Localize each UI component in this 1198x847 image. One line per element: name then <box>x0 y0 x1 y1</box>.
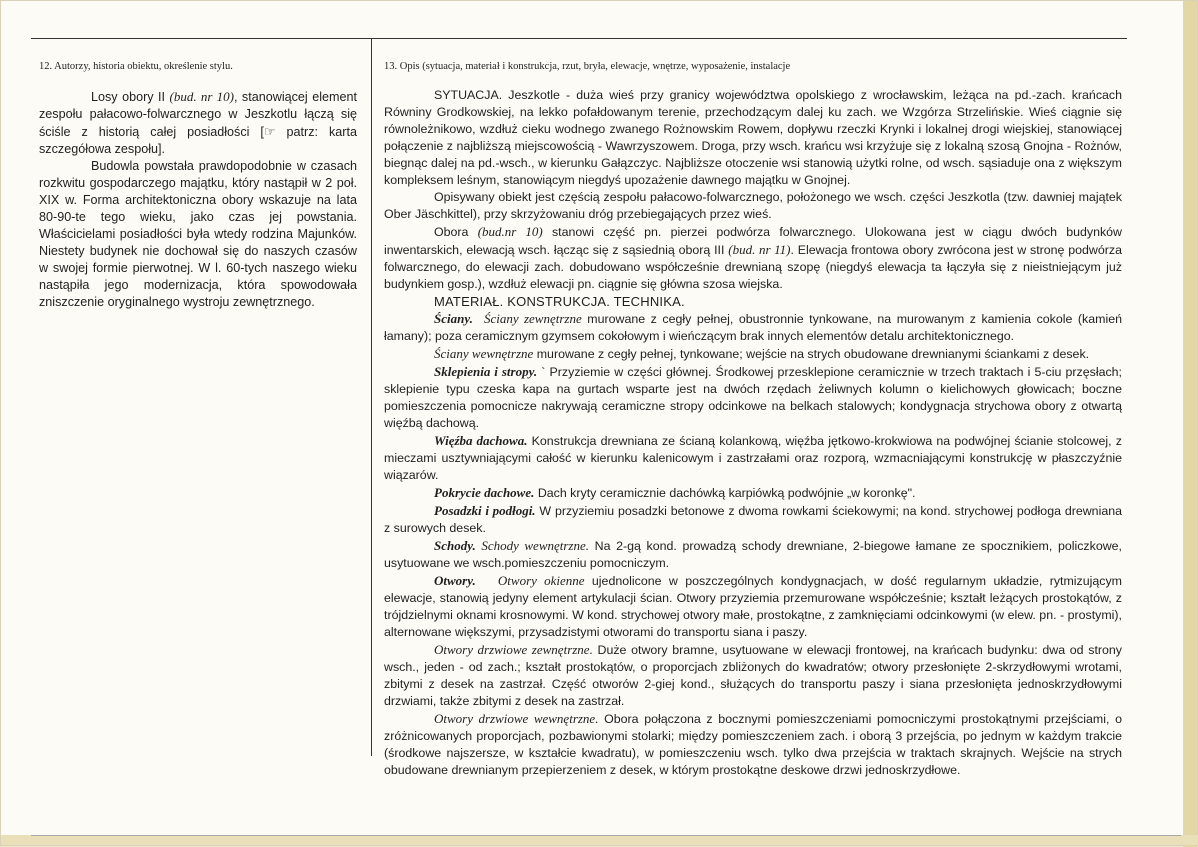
interior-doors-label: Otwory drzwiowe wewnętrzne. <box>434 711 599 726</box>
page-frame-edge <box>1183 1 1197 847</box>
history-paragraph-1: Losy obory II (bud. nr 10), stanowiącej element zespołu pałacowo-folwarcznego w Jeszkotlu łączą się ściśle z historią całej posiadłości [☞ patrz: karta szczegółowa zespołu]. <box>39 89 358 156</box>
material-section-title: MATERIAŁ. KONSTRUKCJA. TECHNIKA. <box>434 294 685 309</box>
walls-label: Ściany. <box>434 311 473 326</box>
situation-paragraph-2: Opisywany obiekt jest częścią zespołu pałacowo-folwarcznego, położonego we wsch. części Jeszkotla (tzw. dawniej majątek Ober Jäschkittel), przy skrzyżowaniu dróg przebiegających przez wieś. <box>384 190 1122 221</box>
vaults-label: Sklepienia i stropy. <box>434 364 538 379</box>
openings-label: Otwory. <box>434 573 476 588</box>
roof-label: Pokrycie dachowe. <box>434 485 535 500</box>
left-column-heading: 12. Autorzy, historia obiektu, określenie stylu. <box>39 61 233 72</box>
interior-doors-paragraph: Otwory drzwiowe wewnętrzne. Obora połączona z bocznymi pomieszczeniami pomocniczymi prostokątnymi przejściami, o zróżnicowanych proporcjach, pozbawionymi stolarki; między pomieszczeniem zach. i oborą 3 przejścia, po jednym w każdym trakcie (środkowe najszersze, w kształcie kwadratu), w pomieszczeniu wsch. tylko dwa przejścia w traktach skrajnych. Wejście na strych obudowane drewnianym przepierzeniem z desek, w którym prostokątne deskowe drzwi jednoskrzydłowe. <box>384 711 1122 777</box>
floors-label: Posadzki i podłogi. <box>434 503 536 518</box>
situation-paragraph-1: SYTUACJA. Jeszkotle - duża wieś przy granicy województwa opolskiego z wrocławskim, leżąca na pd.-zach. krańcach Równiny Grodkowskiej, na lekko pofałdowanym terenie, przechodzącym dalej ku zach. we Wzgórza Strzelińskie. Wieś ciągnie się równoleżnikowo, wzdłuż cieku wodnego zwanego Rożnowskim Rowem, dopływu rzeczki Krynki i lokalnej drogi wiejskiej, stanowiącej połączenie z najbliższą miejscowością - Wawrzyszowem. Droga, przy wsch. krańcu wsi krzyżuje się z lokalną szosą Gnojna - Rożnów, biegnąc dalej na pd.-wsch., w kierunku Gałązczyc. Najbliższe otoczenie wsi stanowią użytki rolne, od wsch. sąsiaduje ona z większym kompleksem leśnym, stanowiącym niegdyś upozażenie dawnego majątku w Gnojnej. <box>384 88 1122 187</box>
truss-label: Więźba dachowa. <box>434 433 528 448</box>
exterior-doors-label: Otwory drzwiowe zewnętrzne. <box>434 642 593 657</box>
history-paragraph-2: Budowla powstała prawdopodobnie w czasach rozkwitu gospodarczego majątku, który nastąpił w 2 poł. XIX w. Forma architektoniczna obory wskazuje na lata 80-90-te tego wieku, jako czas jej powstania. Właścicielami posiadłości była wtedy rodzina Majunków. Niestety budynek nie dochował się do naszych czasów w swojej formie pierwotnej. W l. 60-tych naszego wieku nastąpiła jego modernizacja, która spowodowała zniszczenie oryginalnego wystroju zewnętrznego. <box>39 159 357 309</box>
truss-paragraph: Więźba dachowa. Konstrukcja drewniana ze ścianą kolankową, więźba jętkowo-krokwiowa na podwójnej ścianie stolcowej, z mieczami usztywniającymi całość w kierunku kalenicowym i zastrzałami oraz rozporą, wzmacniającymi konstrukcję w płaszczyźnie wiązarów. <box>384 433 1122 482</box>
exterior-doors-paragraph: Otwory drzwiowe zewnętrzne. Duże otwory bramne, usytuowane w elewacji frontowej, na krańcach budynku: dwa od strony wsch., jeden - od zach.; kształt prostokątów, o proporcjach zbliżonych do kwadratów; otwory przesłonięte 2-skrzydłowymi wrotami, zbitymi z desek na zastrzał. Część otworów 2-giej kond., służących do transportu paszy i siana przesłonięta jednoskrzydłowymi drzwiami, także zbitymi z desek na zastrzał. <box>384 642 1122 708</box>
building-reference: (bud. nr 11) <box>728 242 791 257</box>
vaults-paragraph: Sklepienia i stropy. ` Przyziemie w części głównej. Środkowej przesklepione ceramicznie w trzech traktach i 5-ciu przęsłach; sklepienie typu czeska kapa na gurtach wsparte jest na dwóch rzędach żeliwnych kolumn o kielichowych głowicach; boczne pomieszczenia pomocnicze nakrywają ceramiczne stropy odcinkowe na belkach stalowych; kondygnacja strychowa obory z otwartą więźbą dachową. <box>384 364 1122 430</box>
roof-paragraph: Pokrycie dachowe. Dach kryty ceramicznie dachówką karpiówką podwójnie „w koronkę". <box>434 485 916 500</box>
right-column-heading: 13. Opis (sytuacja, materiał i konstrukcja, rzut, bryła, elewacje, wnętrze, wyposażenie, instalacje <box>384 61 791 72</box>
openings-paragraph: Otwory. Otwory okienne ujednolicone w poszczególnych kondygnacjach, w dość regularnym układzie, rytmizującym elewacje, stanowią jedyny element artykulacji ścian. Otwory przyziemia przemurowane współcześnie; kształt leżących prostokątów, z trójdzielnymi oknami krosnowymi. W kond. strychowej otwory małe, prostokątne, z zamknięciami odcinkowymi (w elew. pn. - prostymi), alternowane większymi, przysadzistymi otworami do transportu siana i paszy. <box>384 573 1122 639</box>
building-reference: (bud. nr 10) <box>169 89 234 104</box>
inner-walls-paragraph: Ściany wewnętrzne murowane z cegły pełnej, tynkowane; wejście na strych obudowane drewnianymi ściankami z desek. <box>434 346 1090 361</box>
situation-title: SYTUACJA. <box>434 88 503 102</box>
top-rule <box>31 38 1127 39</box>
bottom-rule <box>31 835 1181 836</box>
situation-paragraph-3: Obora (bud.nr 10) stanowi część pn. pierzei podwórza folwarcznego. Ulokowana jest w ciągu dwóch budynków inwentarskich, elewacją wsch. łącząc się z sąsiednią oborą III (bud. nr 11). Elewacja frontowa obory zwrócona jest w stronę podwórza folwarcznego, do elewacji zach. dobudowano współcześnie drewnianą szopę (niegdyś elewacja ta łączyła się z nieistniejącym już budynkiem gosp.), wzdłuż elewacji pn. ciągnie się główna szosa wiejska. <box>384 224 1123 291</box>
stairs-paragraph: Schody. Schody wewnętrzne. Na 2-gą kond. prowadzą schody drewniane, 2-biegowe łamane ze spocznikiem, policzkowe, usytuowane we wsch.pomieszczeniu pomocniczym. <box>384 538 1122 570</box>
page-frame-bottom <box>1 835 1198 845</box>
pointing-hand-icon: ☞ <box>263 124 276 139</box>
walls-paragraph: Ściany. Ściany zewnętrzne murowane z cegły pełnej, obustronnie tynkowane, na murowanym z kamienia cokole (kamień łamany); poza ceramicznym gzymsem cokołowym i wieńczącym brak innych elementów detalu architektonicznego. <box>384 311 1123 343</box>
column-divider <box>371 38 372 756</box>
floors-paragraph: Posadzki i podłogi. W przyziemiu posadzki betonowe z dwoma rowkami ściekowymi; na kond. strychowej podłoga drewniana z surowych desek. <box>384 503 1122 535</box>
description-section <box>384 87 1122 779</box>
history-section <box>39 88 357 311</box>
stairs-label: Schody. <box>434 538 476 553</box>
building-reference: (bud.nr 10) <box>477 224 543 239</box>
